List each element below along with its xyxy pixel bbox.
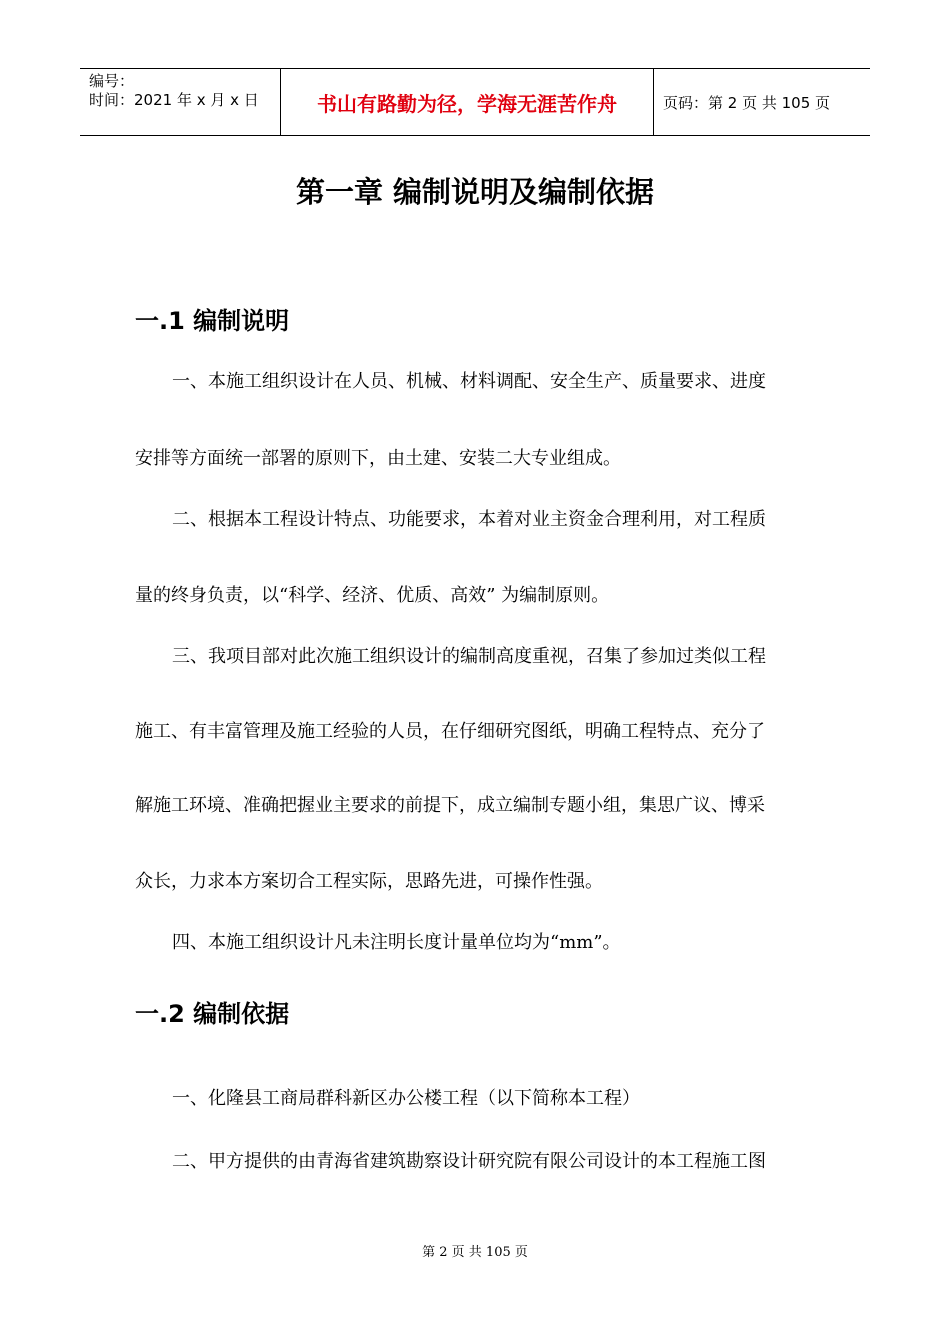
paragraph-line: 安排等方面统一部署的原则下，由土建、安装二大专业组成。: [135, 448, 621, 469]
document-number-label: 编号：: [89, 72, 135, 90]
paragraph-line: 二、甲方提供的由青海省建筑勘察设计研究院有限公司设计的本工程施工图: [172, 1151, 766, 1172]
paragraph-line: 解施工环境、准确把握业主要求的前提下，成立编制专题小组，集思广议、博采: [135, 795, 765, 816]
page-header: [80, 68, 870, 136]
document-date-label: 时间：2021 年 x 月 x 日: [89, 91, 259, 109]
paragraph-line: 施工、有丰富管理及施工经验的人员，在仔细研究图纸，明确工程特点、充分了: [135, 721, 765, 742]
paragraph-line: 一、本施工组织设计在人员、机械、材料调配、安全生产、质量要求、进度: [172, 371, 766, 392]
paragraph-line: 量的终身负责，以“科学、经济、优质、高效” 为编制原则。: [135, 585, 610, 606]
header-meta-cell: [80, 69, 281, 135]
section-heading-basis: 一.2 编制依据: [135, 1000, 290, 1028]
paragraph-line: 众长，力求本方案切合工程实际，思路先进，可操作性强。: [135, 871, 603, 892]
chapter-title: 第一章 编制说明及编制依据: [295, 175, 655, 209]
section-heading-explanation: 一.1 编制说明: [135, 307, 290, 335]
header-motto: 书山有路勤为径，学海无涯苦作舟: [281, 69, 654, 135]
header-page-info: 页码：第 2 页 共 105 页: [663, 93, 831, 112]
paragraph-line: 二、根据本工程设计特点、功能要求，本着对业主资金合理利用，对工程质: [172, 509, 766, 530]
paragraph-line: 三、我项目部对此次施工组织设计的编制高度重视，召集了参加过类似工程: [172, 646, 766, 667]
paragraph-line: 一、化隆县工商局群科新区办公楼工程（以下简称本工程）: [172, 1088, 640, 1109]
page-footer: 第 2 页 共 105 页: [422, 1245, 528, 1260]
paragraph-line: 四、本施工组织设计凡未注明长度计量单位均为“mm”。: [172, 932, 621, 953]
